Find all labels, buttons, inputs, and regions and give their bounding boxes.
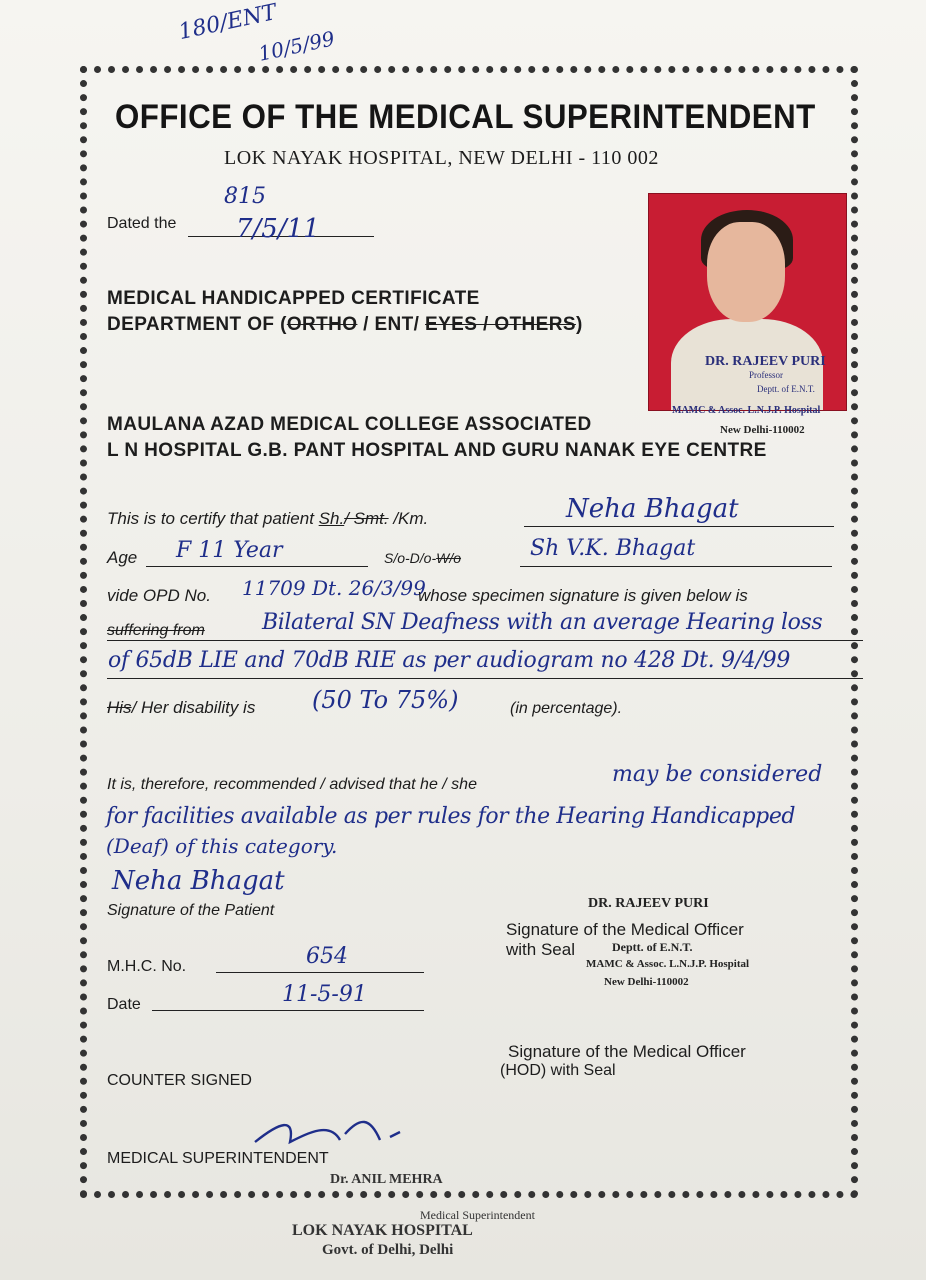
mhc-value: 654: [306, 944, 348, 969]
parent-name: Sh V.K. Bhagat: [530, 536, 696, 561]
photo-stamp-hospital: MAMC & Assoc. L.N.J.P. Hospital: [672, 405, 821, 416]
opd-number: 11709 Dt. 26/3/99: [242, 576, 426, 600]
disability-value: (50 To 75%): [312, 686, 459, 714]
officer-label-2: with Seal: [506, 940, 575, 959]
ms-stamp-name: Dr. ANIL MEHRA: [330, 1172, 443, 1187]
percentage-label: (in percentage).: [510, 700, 623, 717]
recommendation-label: It is, therefore, recommended / advised that he / she: [107, 776, 477, 793]
hod-label-1: Signature of the Medical Officer: [508, 1042, 746, 1061]
diagnosis-line-2: of 65dB LIE and 70dB RIE as per audiogram no 428 Dt. 9/4/99: [108, 648, 791, 673]
college-line-1: MAULANA AZAD MEDICAL COLLEGE ASSOCIATED: [107, 414, 592, 435]
dated-label: Dated the: [107, 215, 177, 232]
officer-stamp-hospital: MAMC & Assoc. L.N.J.P. Hospital: [586, 958, 750, 970]
photo-stamp-line2: Professor: [749, 370, 783, 380]
recommendation-text-2: for facilities available as per rules for the Hearing Handicapped: [106, 804, 796, 829]
suffering-label: suffering from: [107, 622, 205, 639]
recommendation-text-3: (Deaf) of this category.: [106, 834, 338, 858]
hod-label-2: (HOD) with Seal: [500, 1062, 616, 1079]
officer-stamp-name: DR. RAJEEV PURI: [588, 896, 709, 911]
page-title: OFFICE OF THE MEDICAL SUPERINTENDENT: [115, 98, 816, 136]
superintendent-label: MEDICAL SUPERINTENDENT: [107, 1150, 329, 1167]
recommendation-text-1: may be considered: [612, 762, 823, 787]
dated-value-top: 815: [224, 184, 266, 209]
patient-signature-label: Signature of the Patient: [107, 902, 275, 919]
officer-stamp-dept: Deptt. of E.N.T.: [612, 940, 693, 954]
opd-suffix: whose specimen signature is given below is: [418, 586, 748, 605]
date-label: Date: [107, 996, 141, 1013]
certify-line: This is to certify that patient Sh./ Smt. /Km.: [107, 509, 429, 528]
certificate-title: MEDICAL HANDICAPPED CERTIFICATE: [107, 288, 480, 309]
dept-ortho: ORTHO: [286, 314, 358, 335]
opd-label: vide OPD No.: [107, 586, 211, 605]
counter-signed-label: COUNTER SIGNED: [107, 1072, 252, 1089]
patient-name: Neha Bhagat: [566, 494, 739, 524]
date-value: 11-5-91: [282, 982, 367, 1007]
patient-signature: Neha Bhagat: [112, 866, 285, 896]
diagnosis-line-1: Bilateral SN Deafness with an average Hearing loss: [262, 610, 823, 635]
diagnosis-underline-2: [107, 678, 863, 679]
age-line: [146, 566, 368, 567]
name-line: [524, 526, 834, 527]
dept-eyes-others: EYES / OTHERS: [425, 314, 576, 335]
mhc-label: M.H.C. No.: [107, 958, 187, 975]
date-line: [152, 1010, 424, 1011]
disability-label: His/ Her disability is: [107, 698, 256, 717]
ms-stamp-govt: Govt. of Delhi, Delhi: [322, 1242, 454, 1258]
patient-photo: [648, 193, 847, 411]
top-annotation-number: 180/ENT: [176, 0, 279, 46]
page-subtitle: LOK NAYAK HOSPITAL, NEW DELHI - 110 002: [224, 147, 659, 169]
photo-stamp-name: DR. RAJEEV PURI: [705, 354, 826, 369]
patient-age: F 11 Year: [176, 538, 283, 563]
ms-stamp-designation: Medical Superintendent: [420, 1208, 535, 1222]
officer-label-1: Signature of the Medical Officer: [506, 920, 744, 939]
ms-stamp-hospital: LOK NAYAK HOSPITAL: [292, 1222, 473, 1239]
department-line: DEPARTMENT OF (ORTHO / ENT/ EYES / OTHERS): [107, 314, 583, 335]
counter-signature-scribble: [250, 1112, 410, 1152]
age-label: Age: [107, 548, 138, 567]
parent-line: [520, 566, 832, 567]
relation-label: S/o-D/o-W/o: [384, 550, 462, 566]
diagnosis-underline-1: [107, 640, 863, 641]
mhc-line: [216, 972, 424, 973]
college-line-2: L N HOSPITAL G.B. PANT HOSPITAL AND GURU NANAK EYE CENTRE: [107, 440, 767, 461]
dated-value-bottom: 7/5/11: [236, 214, 320, 244]
photo-stamp-line3: Deptt. of E.N.T.: [757, 384, 815, 394]
top-annotation-date: 10/5/99: [256, 26, 337, 66]
photo-stamp-city: New Delhi-110002: [720, 424, 805, 436]
officer-stamp-city: New Delhi-110002: [604, 976, 689, 988]
